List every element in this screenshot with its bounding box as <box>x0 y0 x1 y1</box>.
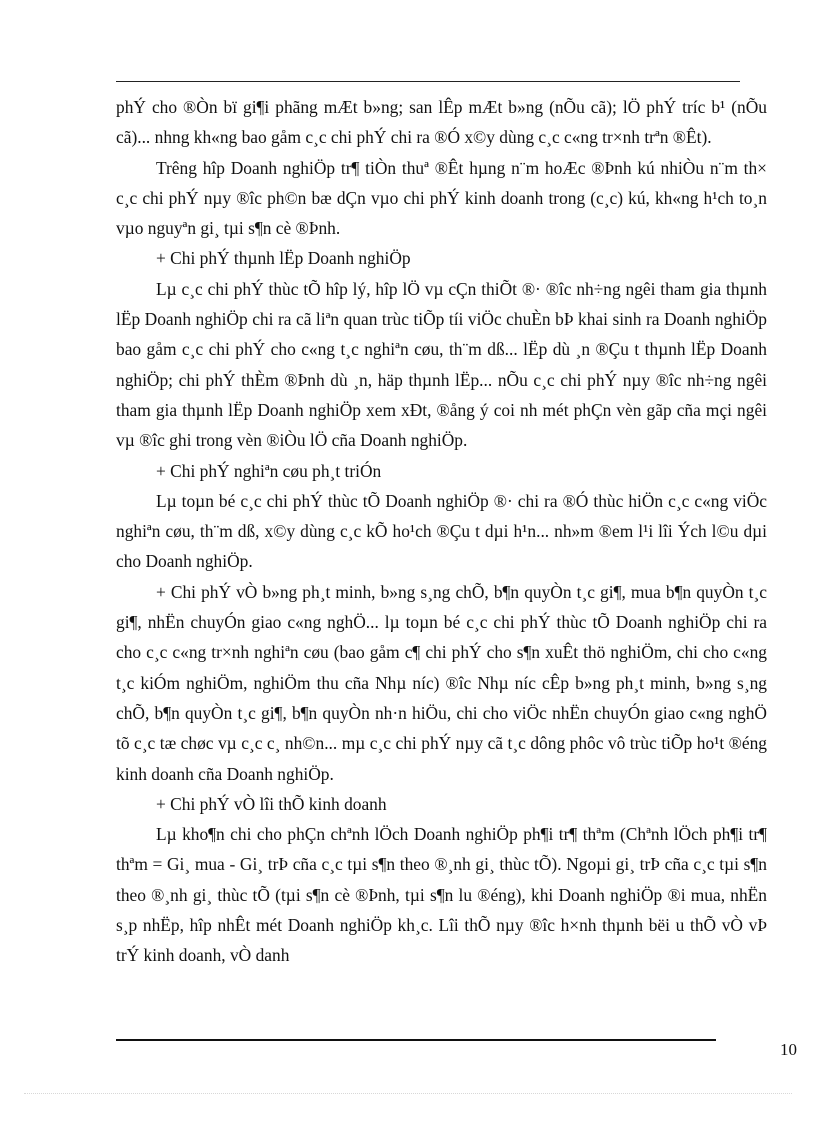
page-bottom-divider <box>24 1093 792 1094</box>
section-heading-establishment-costs: + Chi phÝ thµnh lËp Doanh nghiÖp <box>156 248 411 269</box>
section-heading-research-costs: + Chi phÝ nghiªn cøu ph¸t triÓn <box>156 460 382 481</box>
paragraph-4: Lµ toµn bé c¸c chi phÝ thùc tÕ Doanh nghiÖp ®· chi ra ®Ó thùc hiÖn c¸c c«ng viÖc nghiªn cøu, th¨m dß, x©y dùng c¸c kÕ ho¹ch ®Çu t dµi h¹n... nh»m ®em l¹i lîi Ých l©u dµi cho Doanh nghiÖp. <box>116 490 767 572</box>
section-heading-goodwill-costs: + Chi phÝ vÒ lîi thÕ kinh doanh <box>156 793 387 814</box>
paragraph-6: Lµ kho¶n chi cho phÇn chªnh lÖch Doanh nghiÖp ph¶i tr¶ thªm (Chªnh lÖch ph¶i tr¶ thªm = Gi¸ mua - Gi¸ trÞ cña c¸c tµi s¶n theo ®¸nh gi¸ thùc tÕ). Ngoµi gi¸ trÞ cña c¸c tµi s¶n theo ®¸nh gi¸ thùc tÕ (tµi s¶n cè ®Þnh, tµi s¶n lu ®éng), khi Doanh nghiÖp ®i mua, nhËn s¸p nhËp, hîp nhÊt mét Doanh nghiÖp kh¸c. Lîi thÕ nµy ®îc h×nh thµnh bëi u thÕ vÒ vÞ trÝ kinh doanh, vÒ danh <box>116 824 767 966</box>
footer-rule <box>116 1039 716 1041</box>
paragraph-1: phÝ cho ®Òn bï gi¶i phãng mÆt b»ng; san lÊp mÆt b»ng (nÕu cã); lÖ phÝ tríc b¹ (nÕu cã)... nhng kh«ng bao gåm c¸c chi phÝ chi ra ®Ó x©y dùng c¸c c«ng tr×nh trªn ®Êt). <box>116 97 767 148</box>
paragraph-2: Trêng hîp Doanh nghiÖp tr¶ tiÒn thuª ®Êt hµng n¨m hoÆc ®Þnh kú nhiÒu n¨m th× c¸c chi phÝ nµy ®îc ph©n bæ dÇn vµo chi phÝ kinh doanh trong (c¸c) kú, kh«ng h¹ch to¸n vµo nguyªn gi¸ tµi s¶n cè ®Þnh. <box>116 157 767 239</box>
paragraph-3: Lµ c¸c chi phÝ thùc tÕ hîp lý, hîp lÖ vµ cÇn thiÕt ®· ®îc nh÷ng ngêi tham gia thµnh lËp Doanh nghiÖp chi ra cã liªn quan trùc tiÕp tíi viÖc chuÈn bÞ khai sinh ra Doanh nghiÖp bao gåm c¸c chi phÝ cho c«ng t¸c nghiªn cøu, th¨m dß... lËp dù ¸n ®Çu t thµnh lËp Doanh nghiÖp; chi phÝ thÈm ®Þnh dù ¸n, häp thµnh lËp... nÕu c¸c chi phÝ nµy ®îc nh÷ng ngêi tham gia thµnh lËp Doanh nghiÖp xem xÐt, ®ång ý coi nh mét phÇn vèn gãp cña mçi ngêi vµ ®îc ghi trong vèn ®iÒu lÖ cña Doanh nghiÖp. <box>116 278 767 451</box>
document-body <box>116 92 767 971</box>
header-rule <box>116 81 740 82</box>
paragraph-5: + Chi phÝ vÒ b»ng ph¸t minh, b»ng s¸ng chÕ, b¶n quyÒn t¸c gi¶, mua b¶n quyÒn t¸c gi¶, nhËn chuyÓn giao c«ng nghÖ... lµ toµn bé c¸c chi phÝ thùc tÕ Doanh nghiÖp chi ra cho c¸c c«ng tr×nh nghiªn cøu (bao gåm c¶ chi phÝ cho s¶n xuÊt thö nghiÖm, chi cho c«ng t¸c kiÓm nghiÖm, nghiÖm thu cña Nhµ níc) ®îc Nhµ níc cÊp b»ng ph¸t minh, b»ng s¸ng chÕ, b¶n quyÒn t¸c gi¶, b¶n quyÒn nh·n hiÖu, chi cho viÖc nhËn chuyÓn giao c«ng nghÖ tõ c¸c tæ chøc vµ c¸c c¸ nh©n... mµ c¸c chi phÝ nµy cã t¸c dông phôc vô trùc tiÕp ho¹t ®éng kinh doanh cña Doanh nghiÖp. <box>116 581 767 784</box>
page-number: 10 <box>780 1040 797 1059</box>
